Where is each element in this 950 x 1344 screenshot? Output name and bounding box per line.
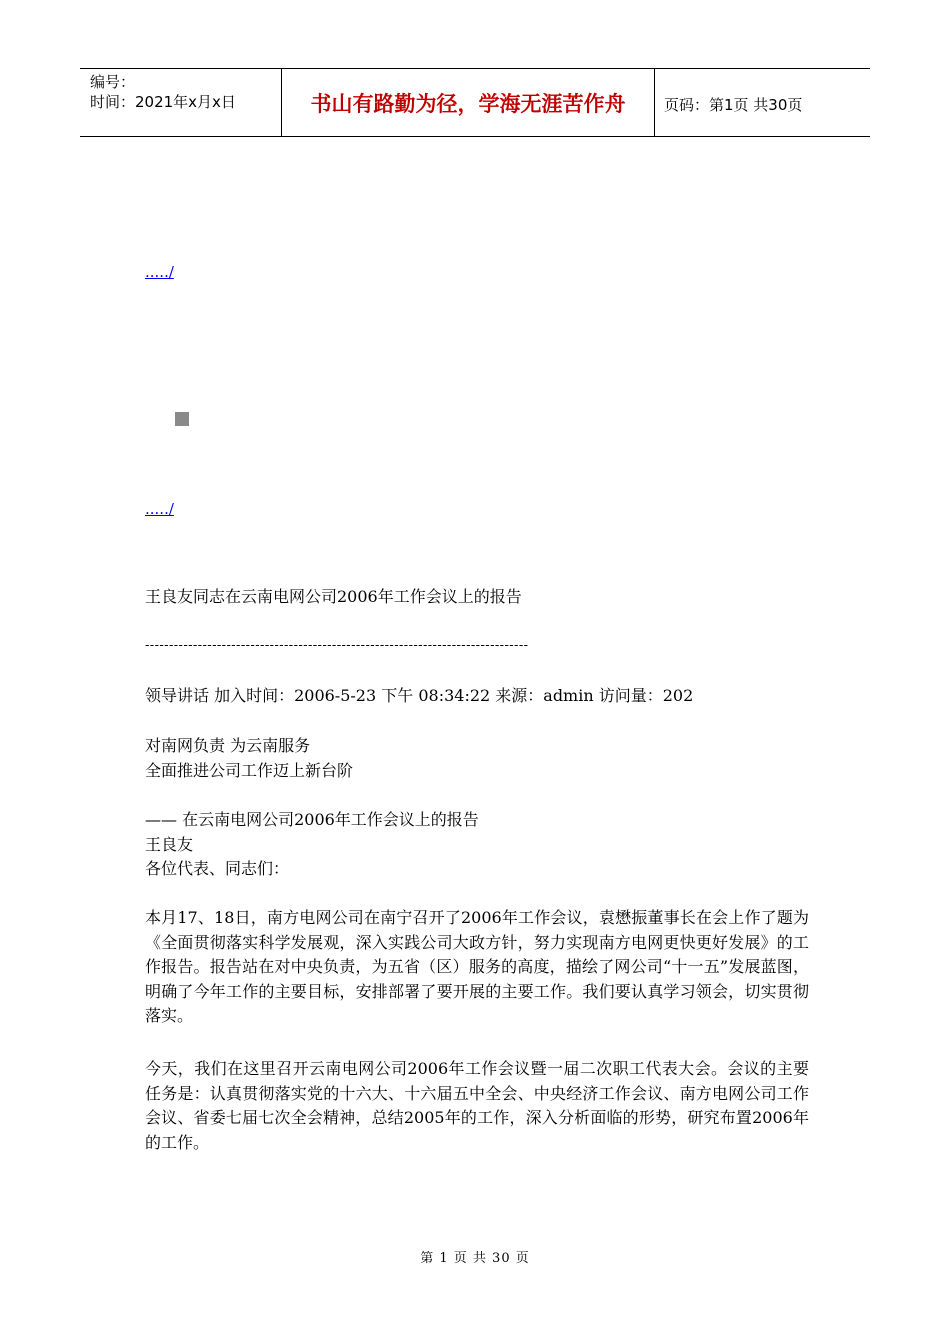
article-paragraph-2: 今天，我们在这里召开云南电网公司2006年工作会议暨一届二次职工代表大会。会议的主要任务是：认真贯彻落实党的十六大、十六届五中全会、中央经济工作会议、南方电网公司工作会议、省委七届七次全会精神，总结2005年的工作，深入分析面临的形势，研究布置2006年的工作。 xyxy=(145,1059,809,1152)
article-title: 王良友同志在云南电网公司2006年工作会议上的报告 xyxy=(145,587,522,606)
article-divider: -------------------------------------------------------------------------------- xyxy=(145,638,529,653)
page-footer: 第 1 页 共 30 页 xyxy=(420,1251,530,1266)
article-author: 王良友 xyxy=(145,835,194,854)
article-subtitle: —— 在云南电网公司2006年工作会议上的报告 xyxy=(145,810,479,829)
header-motto: 书山有路勤为径，学海无涯苦作舟 xyxy=(310,92,626,116)
second-link[interactable]: ...../ xyxy=(145,500,174,518)
article-paragraph-1: 本月17、18日，南方电网公司在南宁召开了2006年工作会议，袁懋振董事长在会上作了题为《全面贯彻落实科学发展观，深入实践公司大政方针，努力实现南方电网更快更好发展》的工作报告。报告站在对中央负责，为五省（区）服务的高度，描绘了网公司“十一五”发展蓝图，明确了今年工作的主要目标，安排部署了要开展的主要工作。我们要认真学习领会，切实贯彻落实。 xyxy=(145,908,809,1025)
broken-image-icon xyxy=(175,412,189,426)
header-top-rule xyxy=(80,68,870,69)
top-link[interactable]: ...../ xyxy=(145,263,174,281)
article-salutation: 各位代表、同志们： xyxy=(145,859,290,878)
header-divider-right xyxy=(654,68,655,136)
article-meta: 领导讲话 加入时间：2006-5-23 下午 08:34:22 来源：admin 访问量：202 xyxy=(145,686,694,705)
header-bottom-rule xyxy=(80,136,870,137)
header-page-info: 页码：第1页 共30页 xyxy=(664,96,803,114)
header-time-label: 时间：2021年x月x日 xyxy=(90,93,236,111)
header-number-label: 编号： xyxy=(90,73,136,91)
article-headline-2: 全面推进公司工作迈上新台阶 xyxy=(145,761,354,780)
article-headline-1: 对南网负责 为云南服务 xyxy=(145,736,311,755)
